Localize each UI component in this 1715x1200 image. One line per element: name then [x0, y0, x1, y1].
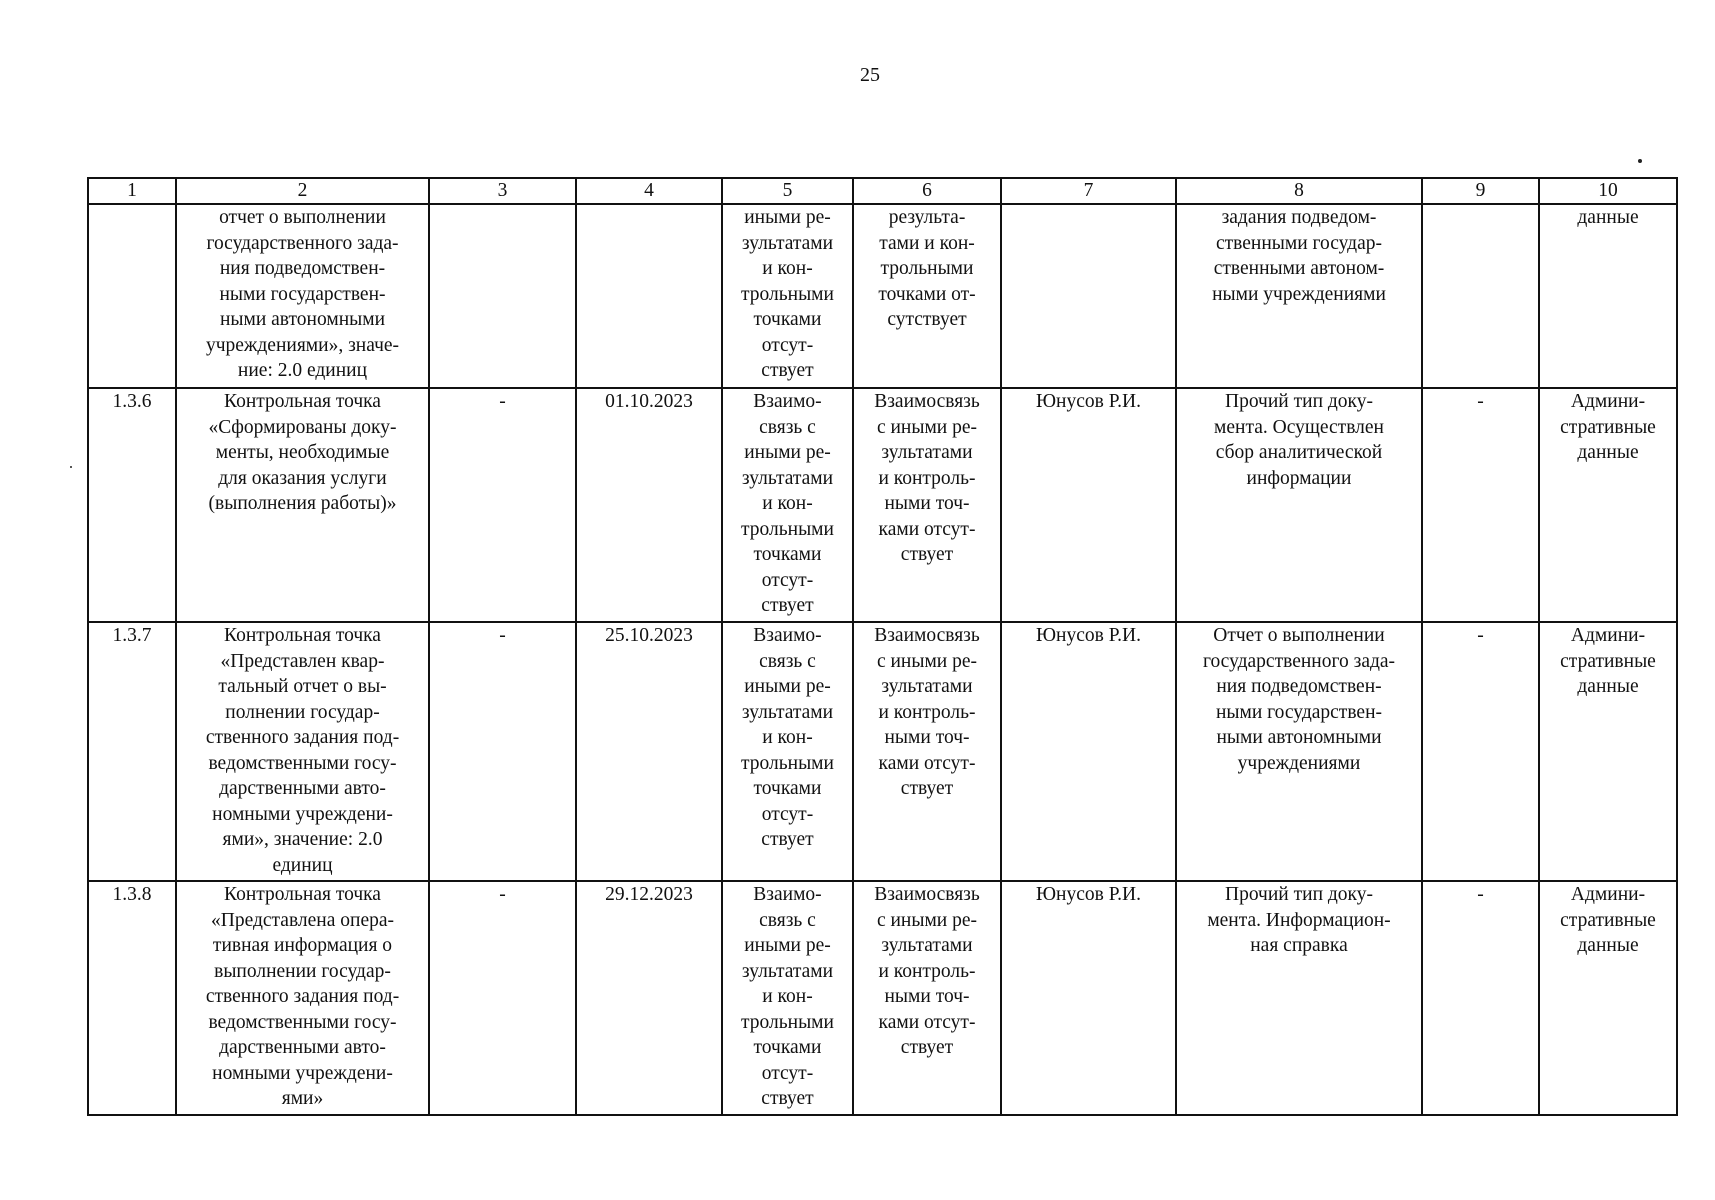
cell-number: 1.3.7: [88, 622, 176, 881]
header-col-9: 9: [1422, 178, 1539, 204]
header-col-5: 5: [722, 178, 853, 204]
cell-name: отчет о выполнении государственного зада- ния подведомствен- ными государствен- ными автономными учреждениями», значе- ние: 2.0 единиц: [176, 204, 429, 388]
cell-name: Контрольная точка «Представлен квар- тальный отчет о вы- полнении государ- ственного задания под- ведомственными госу- дарственными авто- номными учреждени- ями», значение: 2.0 единиц: [176, 622, 429, 881]
header-col-8: 8: [1176, 178, 1422, 204]
table-row: [88, 622, 1677, 881]
cell-responsible: Юнусов Р.И.: [1001, 881, 1176, 1115]
cell-level: -: [1422, 622, 1539, 881]
cell-document-type: Отчет о выполнении государственного зада- ния подведомствен- ными государствен- ными автономными учреждениями: [1176, 622, 1422, 881]
cell-number: 1.3.8: [88, 881, 176, 1115]
cell-level: [1422, 204, 1539, 388]
table-row: [88, 388, 1677, 622]
cell-end-date: [576, 204, 722, 388]
cell-info-system: Админи- стративные данные: [1539, 388, 1677, 622]
cell-successor: результа- тами и кон- трольными точками от- сутствует: [853, 204, 1001, 388]
cell-end-date: 29.12.2023: [576, 881, 722, 1115]
header-col-2: 2: [176, 178, 429, 204]
data-table: [87, 177, 1678, 1116]
cell-predecessor: Взаимо- связь с иными ре- зультатами и кон- трольными точками отсут- ствует: [722, 388, 853, 622]
cell-document-type: Прочий тип доку- мента. Информацион- ная справка: [1176, 881, 1422, 1115]
cell-end-date: 25.10.2023: [576, 622, 722, 881]
cell-level: -: [1422, 881, 1539, 1115]
table-row: [88, 204, 1677, 388]
cell-document-type: задания подведом- ственными государ- ственными автоном- ными учреждениями: [1176, 204, 1422, 388]
cell-number: [88, 204, 176, 388]
header-row: [88, 178, 1677, 204]
cell-number: 1.3.6: [88, 388, 176, 622]
cell-level: -: [1422, 388, 1539, 622]
header-col-4: 4: [576, 178, 722, 204]
cell-responsible: [1001, 204, 1176, 388]
cell-info-system: Админи- стративные данные: [1539, 881, 1677, 1115]
header-col-10: 10: [1539, 178, 1677, 204]
header-col-1: 1: [88, 178, 176, 204]
cell-successor: Взаимосвязь с иными ре- зультатами и контроль- ными точ- ками отсут- ствует: [853, 881, 1001, 1115]
header-col-7: 7: [1001, 178, 1176, 204]
page-number: 25: [860, 64, 880, 86]
header-col-3: 3: [429, 178, 576, 204]
scan-speck: [70, 466, 72, 468]
cell-predecessor: иными ре- зультатами и кон- трольными точками отсут- ствует: [722, 204, 853, 388]
cell-successor: Взаимосвязь с иными ре- зультатами и контроль- ными точ- ками отсут- ствует: [853, 622, 1001, 881]
scan-speck: [1638, 159, 1642, 163]
cell-predecessor: Взаимо- связь с иными ре- зультатами и кон- трольными точками отсут- ствует: [722, 881, 853, 1115]
cell-document-type: Прочий тип доку- мента. Осуществлен сбор аналитической информации: [1176, 388, 1422, 622]
cell-name: Контрольная точка «Сформированы доку- менты, необходимые для оказания услуги (выполнения работы)»: [176, 388, 429, 622]
table-row: [88, 881, 1677, 1115]
cell-start-date: -: [429, 881, 576, 1115]
header-col-6: 6: [853, 178, 1001, 204]
cell-start-date: -: [429, 622, 576, 881]
cell-responsible: Юнусов Р.И.: [1001, 388, 1176, 622]
cell-info-system: Админи- стративные данные: [1539, 622, 1677, 881]
cell-info-system: данные: [1539, 204, 1677, 388]
cell-end-date: 01.10.2023: [576, 388, 722, 622]
cell-responsible: Юнусов Р.И.: [1001, 622, 1176, 881]
cell-start-date: [429, 204, 576, 388]
cell-start-date: -: [429, 388, 576, 622]
cell-predecessor: Взаимо- связь с иными ре- зультатами и кон- трольными точками отсут- ствует: [722, 622, 853, 881]
cell-successor: Взаимосвязь с иными ре- зультатами и контроль- ными точ- ками отсут- ствует: [853, 388, 1001, 622]
cell-name: Контрольная точка «Представлена опера- тивная информация о выполнении государ- ственного задания под- ведомственными госу- дарственными авто- номными учреждени- ями»: [176, 881, 429, 1115]
